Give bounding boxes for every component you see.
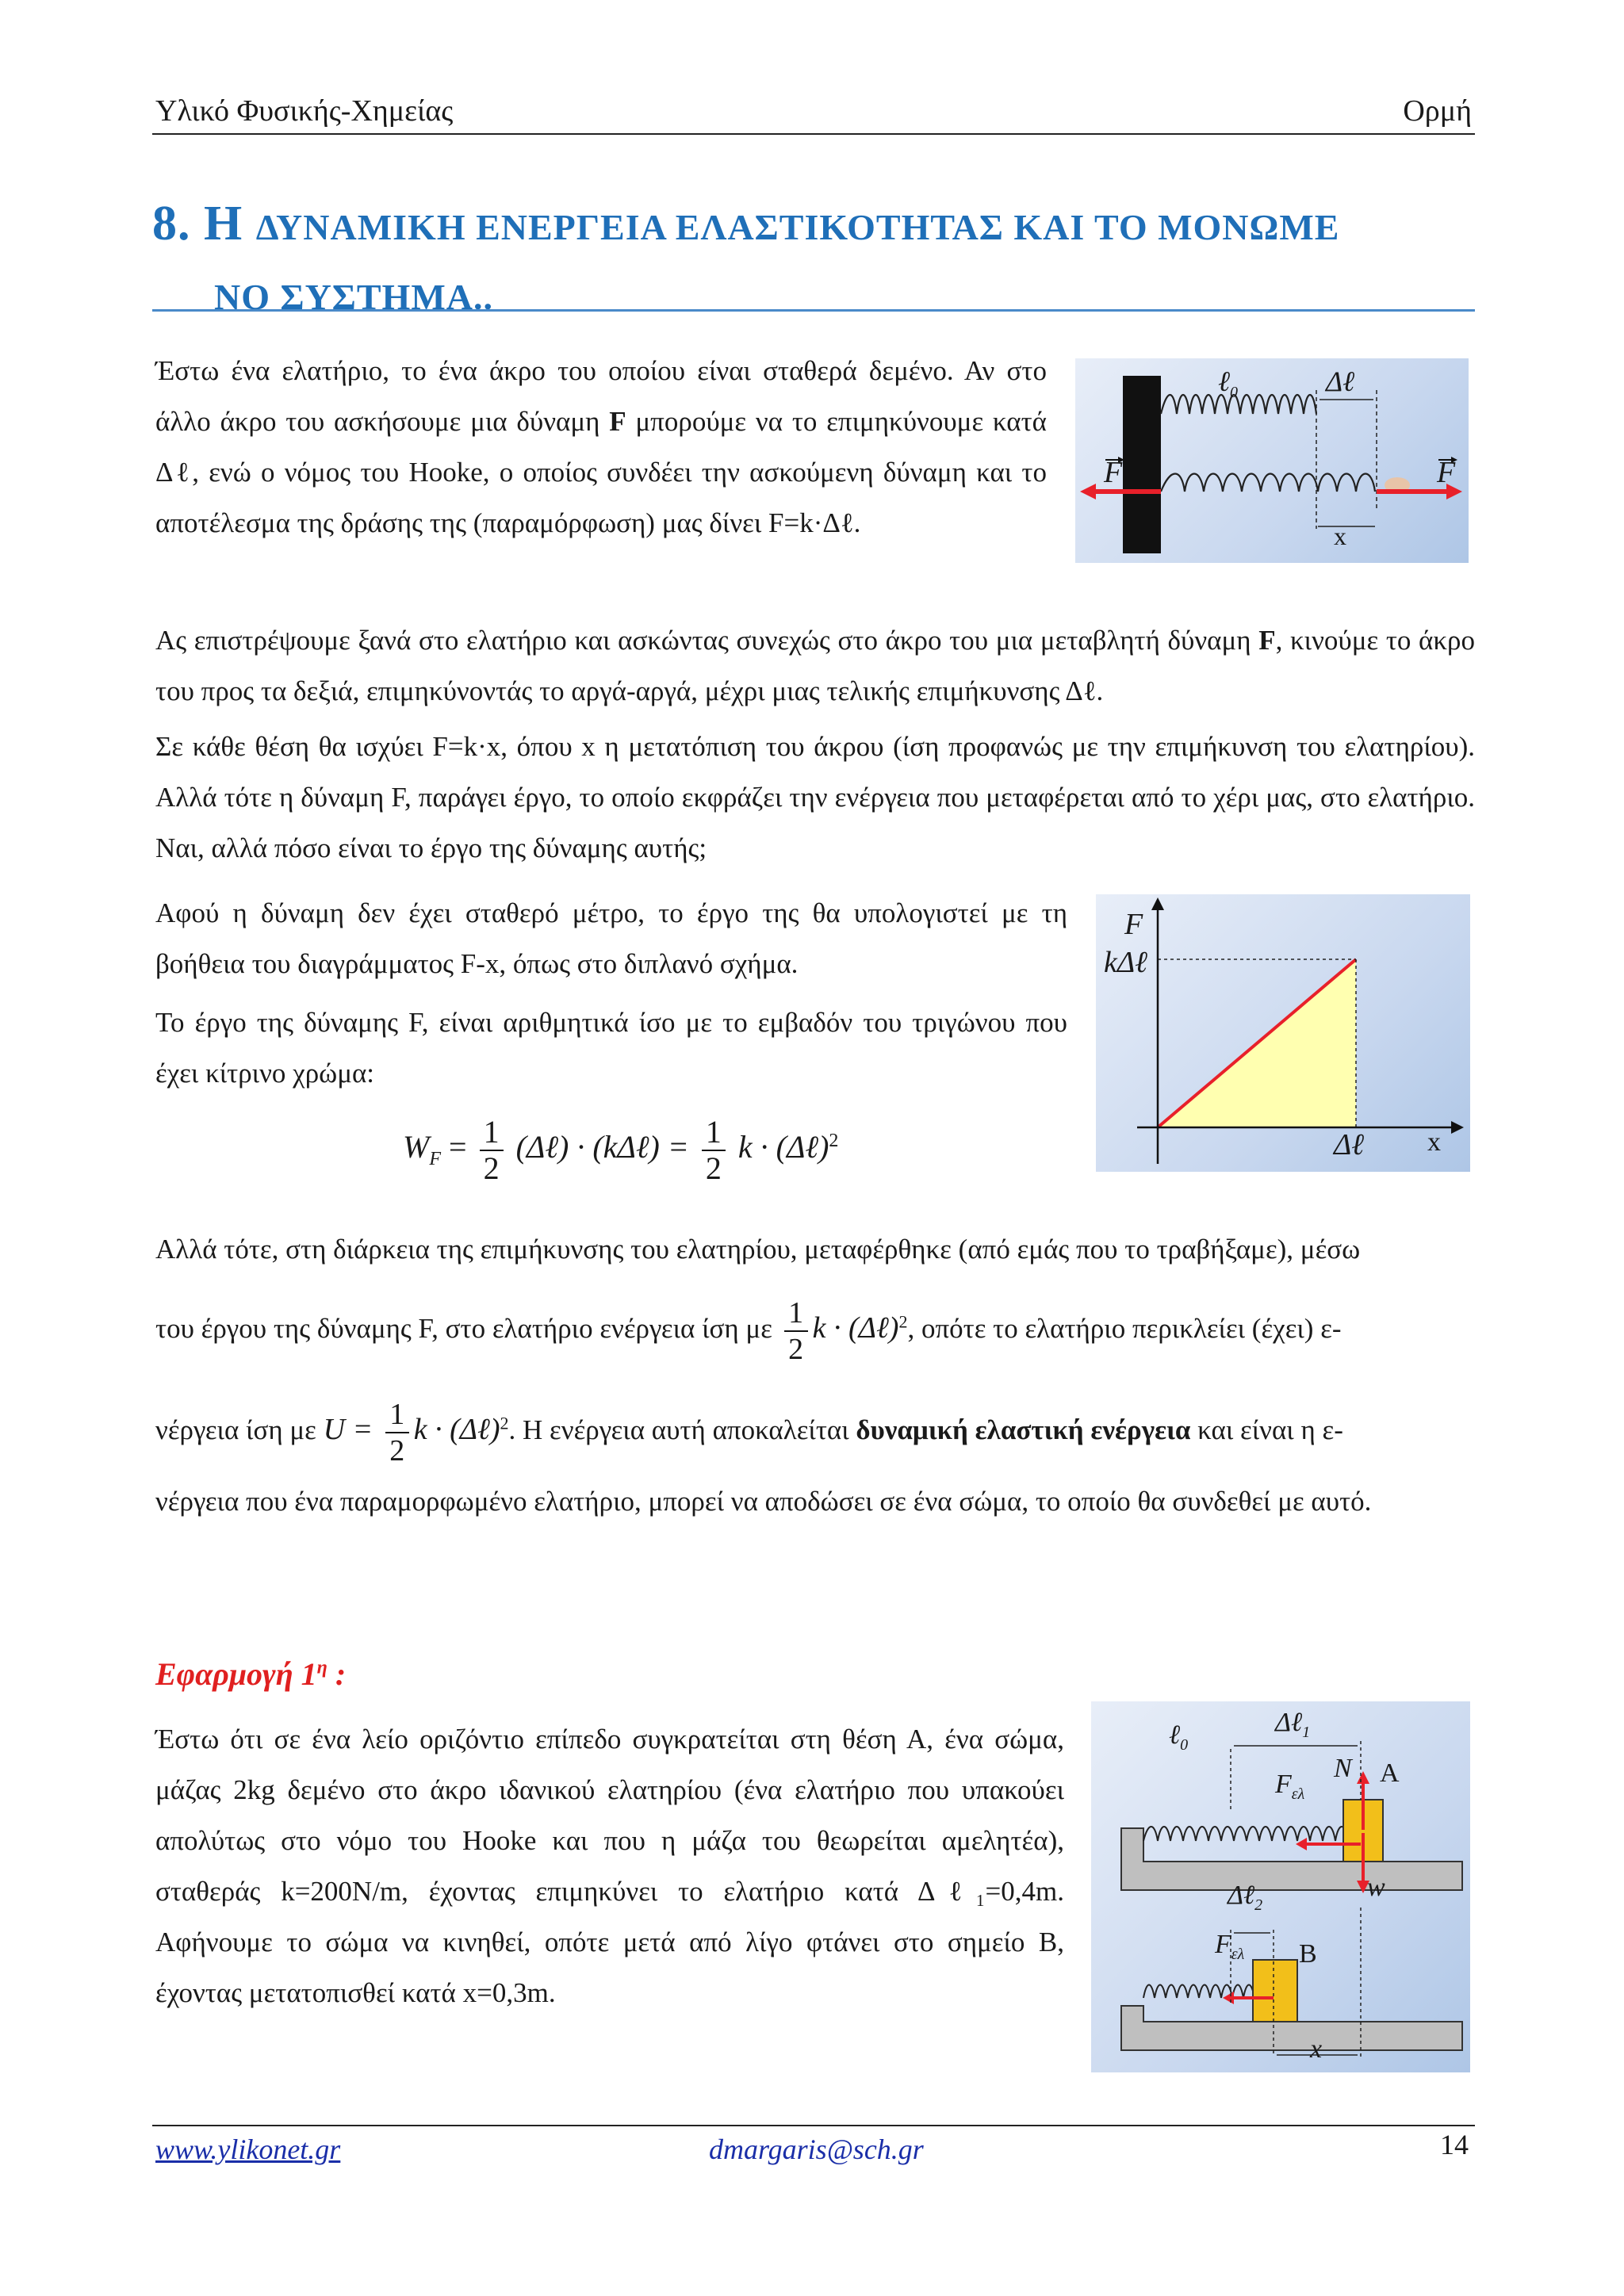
eq-frac-2: $\frac{1}{2}$	[702, 1115, 726, 1186]
header-left: Υλικό Φυσικής-Χημείας	[155, 94, 454, 128]
eq-part1: (Δℓ) · (kΔℓ) =	[515, 1129, 697, 1165]
eq-frac-1: $\frac{1}{2}$	[480, 1115, 504, 1186]
paragraph-6: Αλλά τότε, στη διάρκεια της επιμήκυνσης του ελατηρίου, μεταφέρθηκε (από εμάς που το τραβήξαμε), μέσω	[155, 1234, 1361, 1265]
fig3-Fel-label: $F_{\varepsilon\lambda}$	[1275, 1770, 1305, 1803]
para8-text2: . Η ενέργεια αυτή αποκαλείται	[508, 1414, 856, 1446]
fig1-F-left-label: F	[1104, 456, 1123, 489]
para1-text1: Έστω ένα ελατήριο, το ένα άκρο του οποίου είναι σταθερά δεμένο. Αν στο άλλο άκρο του ασκήσουμε μια δύναμη	[155, 355, 1047, 437]
para8-frac: $\frac{1}{2}$	[385, 1397, 409, 1468]
paragraph-1	[155, 346, 1047, 549]
paragraph-4: Αφού η δύναμη δεν έχει σταθερό μέτρο, το έργο της θα υπολογιστεί με τη βοήθεια του διαγράμματος F-x, όπως στο διπλανό σχήμα.	[155, 897, 1067, 979]
fig3-B-label: B	[1299, 1939, 1317, 1969]
wall	[1123, 376, 1161, 553]
page-number: 14	[1440, 2129, 1469, 2160]
work-equation	[403, 1115, 838, 1186]
paragraph-8	[155, 1397, 1475, 1468]
eq-equals: =	[449, 1129, 475, 1165]
fig2-dl-label: Δℓ	[1334, 1128, 1365, 1161]
para7-sup: 2	[898, 1311, 908, 1332]
fig2-x-label: x	[1427, 1127, 1441, 1157]
title-first-letter: Η	[204, 197, 243, 251]
para7-text1: του έργου της δύναμης F, στο ελατήριο ενέργεια ίση με	[155, 1313, 772, 1345]
para1-text2: μπορούμε να το επιμηκύνουμε κατά Δℓ, ενώ ο νόμος του Hooke, ο οποίος συνδέει την ασκούμενη δύναμη και το αποτέλεσμα της δράσης της (παραμόρφωση) μας δίνει F=k·Δℓ.	[155, 406, 1047, 538]
fig2-kdl-label: kΔℓ	[1104, 946, 1147, 979]
eq-sub: F	[429, 1149, 441, 1170]
title-line2: ΝΟ ΣΥΣΤΗΜΑ..	[214, 277, 493, 317]
footer-site-link[interactable]: www.ylikonet.gr	[155, 2133, 341, 2165]
upper-track	[1121, 1828, 1462, 1890]
eq-lhs: W	[403, 1129, 430, 1165]
para8-text3: και είναι η ε-	[1190, 1414, 1343, 1446]
fig3-dl1-label: Δℓ$_1$	[1275, 1708, 1311, 1741]
eq-part2: k · (Δℓ)	[737, 1129, 829, 1165]
para7-math: k · (Δℓ)	[812, 1311, 899, 1345]
para2-text1: Ας επιστρέψουμε ξανά στο ελατήριο και ασκώντας συνεχώς στο άκρο του μια μεταβλητή δύναμη	[155, 625, 1259, 656]
paragraph-9: νέργεια που ένα παραμορφωμένο ελατήριο, μπορεί να αποδώσει σε ένα σώμα, το οποίο θα συνδεθεί με αυτό.	[155, 1486, 1372, 1517]
para8-sup: 2	[500, 1413, 509, 1433]
footer-email[interactable]: dmargaris@sch.gr	[709, 2133, 924, 2165]
fig2-F-label: F	[1124, 908, 1143, 941]
title-underline	[152, 309, 1475, 312]
fig1-l0-label: ℓ$_0$	[1218, 365, 1238, 402]
para2-bold: F	[1258, 625, 1276, 656]
header-right: Ορμή	[1403, 94, 1472, 128]
paragraph-7	[155, 1295, 1475, 1367]
block-B	[1253, 1960, 1297, 2022]
fig3-N-label: N	[1334, 1754, 1352, 1783]
eq-sup: 2	[829, 1130, 839, 1151]
spring-figure	[1075, 358, 1469, 563]
para8-bold: δυναμική ελαστική ενέργεια	[856, 1414, 1191, 1446]
para7-frac: $\frac{1}{2}$	[784, 1295, 808, 1367]
fig1-F-right-label: F	[1437, 456, 1456, 489]
para8-math: k · (Δℓ)	[413, 1413, 500, 1447]
para1-bold: F	[609, 406, 626, 437]
force-displacement-graph	[1096, 894, 1470, 1172]
fig3-w-label: w	[1367, 1873, 1385, 1902]
paragraph-5: Το έργο της δύναμης F, είναι αριθμητικά ίσο με το εμβαδόν του τριγώνου που έχει κίτρινο χρώμα:	[155, 1007, 1067, 1089]
paragraph-10: Έστω ότι σε ένα λείο οριζόντιο επίπεδο συγκρατείται στη θέση Α, ένα σώμα, μάζας 2kg δεμένο στο άκρο ιδανικού ελατηρίου (ένα ελατήριο που υπακούει απολύτως στο νόμο του Hooke και που η μάζα του θεωρείται αμελητέα), σταθεράς k=200N/m, έχοντας επιμηκύνει το ελατήριο κατά Δℓ₁=0,4m. Αφήνουμε το σώμα να κινηθεί, οπότε μετά από λίγο φτάνει στο σημείο Β, έχοντας μετατοπισθεί κατά x=0,3m.	[155, 1724, 1064, 2008]
title-line1: ΔΥΝΑΜΙΚΗ ΕΝΕΡΓΕΙΑ ΕΛΑΣΤΙΚΟΤΗΤΑΣ ΚΑΙ ΤΟ ΜΟΝΩΜΕ	[255, 207, 1340, 247]
fig3-x-label: x	[1310, 2034, 1323, 2064]
section-number: 8.	[152, 197, 191, 251]
para7-text2: , οπότε το ελατήριο περικλείει (έχει) ε-	[907, 1313, 1342, 1345]
spring-relaxed	[1161, 395, 1316, 414]
fig1-x-label: x	[1334, 522, 1346, 550]
para8-math-lhs: U =	[323, 1413, 381, 1447]
para8-text1: νέργεια ίση με	[155, 1414, 316, 1446]
paragraph-3: Σε κάθε θέση θα ισχύει F=k·x, όπου x η μετατόπιση του άκρου (ίση προφανώς με την επιμήκυνση του ελατηρίου). Αλλά τότε η δύναμη F, παράγει έργο, το οποίο εκφράζει την ενέργεια που μεταφέρεται από το χέρι μας, στο ελατήριο. Ναι, αλλά πόσο είναι το έργο της δύναμης αυτής;	[155, 731, 1475, 863]
para2-text2: , κινούμε το άκρο του προς τα δεξιά, επιμηκύνοντάς το αργά-αργά, μέχρι μιας τελικής επιμήκυνσης Δℓ.	[155, 625, 1475, 706]
application-title: Εφαρμογή $1^\eta$ :	[155, 1656, 347, 1692]
paragraph-2	[155, 615, 1475, 717]
block-spring-figure	[1091, 1701, 1470, 2072]
spring-stretched	[1161, 474, 1375, 492]
fig1-dl-label: Δℓ	[1326, 365, 1355, 397]
fig3-l0-label: ℓ$_0$	[1169, 1720, 1189, 1754]
fig3-Fel2-label: $F_{\varepsilon\lambda}$	[1215, 1930, 1245, 1963]
fig3-dl2-label: Δℓ$_2$	[1228, 1881, 1263, 1914]
footer-rule	[152, 2125, 1475, 2126]
header-rule	[152, 133, 1475, 135]
fig3-A-label: A	[1380, 1758, 1400, 1788]
